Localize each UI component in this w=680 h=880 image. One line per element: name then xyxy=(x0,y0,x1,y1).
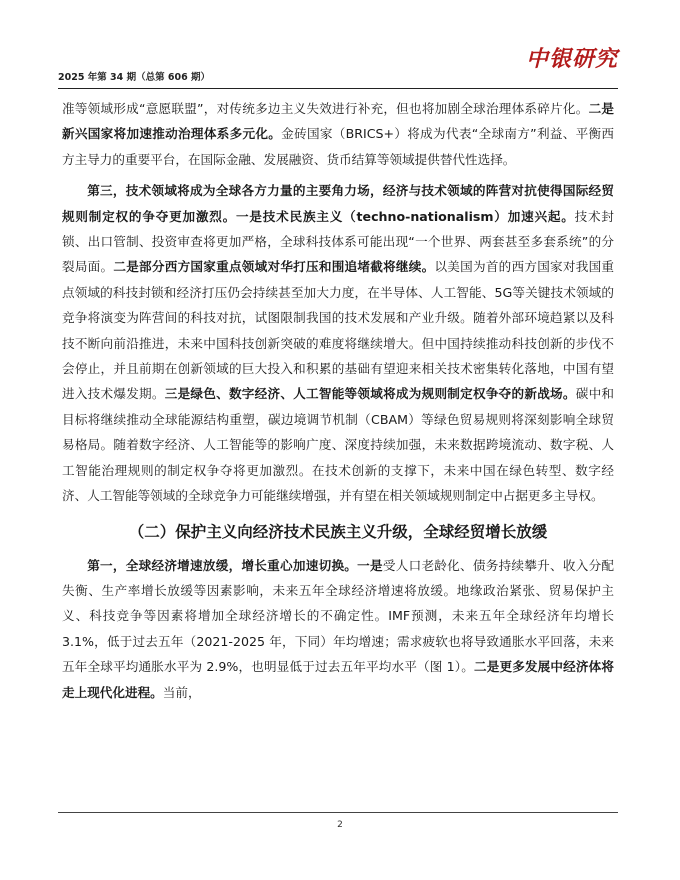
paragraph-1 xyxy=(62,96,614,172)
issue-label: 2025 年第 34 期（总第 606 期） xyxy=(58,72,211,83)
paragraph-2-text: 技术封锁、出口管制、投资审查将更加严格，全球科技体系可能出现“一个世界、两套甚至多套系统”的分裂局面。 xyxy=(62,208,614,275)
paragraph-1-text-2: 金砖国家（BRICS+）将成为代表“全球南方”利益、平衡西方主导力的重要平台，在国际金融、发展融资、货币结算等领域提供替代性选择。 xyxy=(62,126,614,167)
paragraph-2 xyxy=(62,178,614,508)
header-divider xyxy=(58,88,618,89)
page-header xyxy=(58,14,618,90)
page-number: 2 xyxy=(337,820,343,830)
document-body xyxy=(62,96,614,705)
footer-divider xyxy=(58,812,618,813)
paragraph-3 xyxy=(62,553,614,705)
paragraph-2-text-2: 以美国为首的西方国家对我国重点领域的科技封锁和经济打压仍会持续甚至加大力度，在半导体、人工智能、5G等关键技术领域的竞争将演变为阵营间的科技对抗，试图限制我国的技术发展和产业升级。随着外部环境趋紧以及科技不断向前沿推进，未来中国科技创新突破的难度将继续增大。但中国持续推动科技创新的步伐不会停止，并且前期在创新领域的巨大投入和积累的基础有望迎来相关技术密集转化落地，中国有望进入技术爆发期。 xyxy=(62,259,615,402)
paragraph-3-text-2: 当前， xyxy=(162,684,201,700)
paragraph-3-text: 受人口老龄化、债务持续攀升、收入分配失衡、生产率增长放缓等因素影响，未来五年全球经济增速将放缓。地缘政治紧张、贸易保护主义、科技竞争等因素将增加全球经济增长的不确定性。IMF预测，未来五年全球经济年均增长 3.1%，低于过去五年（2021-2025 年，下同）年均增速；需求疲软也将导致通胀水平回落，未来五年全球平均通胀水平为 2.9%，也明显低于过去五年平均水平（图 1）。 xyxy=(62,557,615,675)
brand-logo: 中银研究 xyxy=(525,46,618,72)
paragraph-2-text-3: 碳中和目标将继续推动全球能源结构重塑，碳边境调节机制（CBAM）等绿色贸易规则将深刻影响全球贸易格局。随着数字经济、人工智能等的影响广度、深度持续加强，未来数据跨境流动、数字税、人工智能治理规则的制定权争夺将更加激烈。在技术创新的支撑下，未来中国在绿色转型、数字经济、人工智能等领域的全球竞争力可能继续增强，并有望在相关领域规则制定中占据更多主导权。 xyxy=(62,386,615,504)
paragraph-1-text: 准等领域形成“意愿联盟”，对传统多边主义失效进行补充，但也将加剧全球治理体系碎片化。 xyxy=(62,101,589,116)
paragraph-2-emphasis-3: 三是绿色、数字经济、人工智能等领域将成为规则制定权争夺的新战场。 xyxy=(164,386,576,402)
paragraph-2-lead: 第三，技术领域将成为全球各方力量的主要角力场，经济与技术领域的阵营对抗使得国际经贸规则制定权的争夺更加激烈。一是技术民族主义（techno-nationalism）加速兴起。 xyxy=(62,183,614,224)
section-heading: （二）保护主义向经济技术民族主义升级，全球经贸增长放缓 xyxy=(128,522,548,541)
paragraph-2-emphasis-2: 二是部分西方国家重点领域对华打压和围追堵截将继续。 xyxy=(113,259,435,275)
paragraph-1-emphasis: 二是新兴国家将加速推动治理体系多元化。 xyxy=(62,101,614,142)
paragraph-3-lead: 第一，全球经济增速放缓，增长重心加速切换。一是 xyxy=(87,557,383,573)
paragraph-3-emphasis: 二是更多发展中经济体将走上现代化进程。 xyxy=(62,659,615,700)
